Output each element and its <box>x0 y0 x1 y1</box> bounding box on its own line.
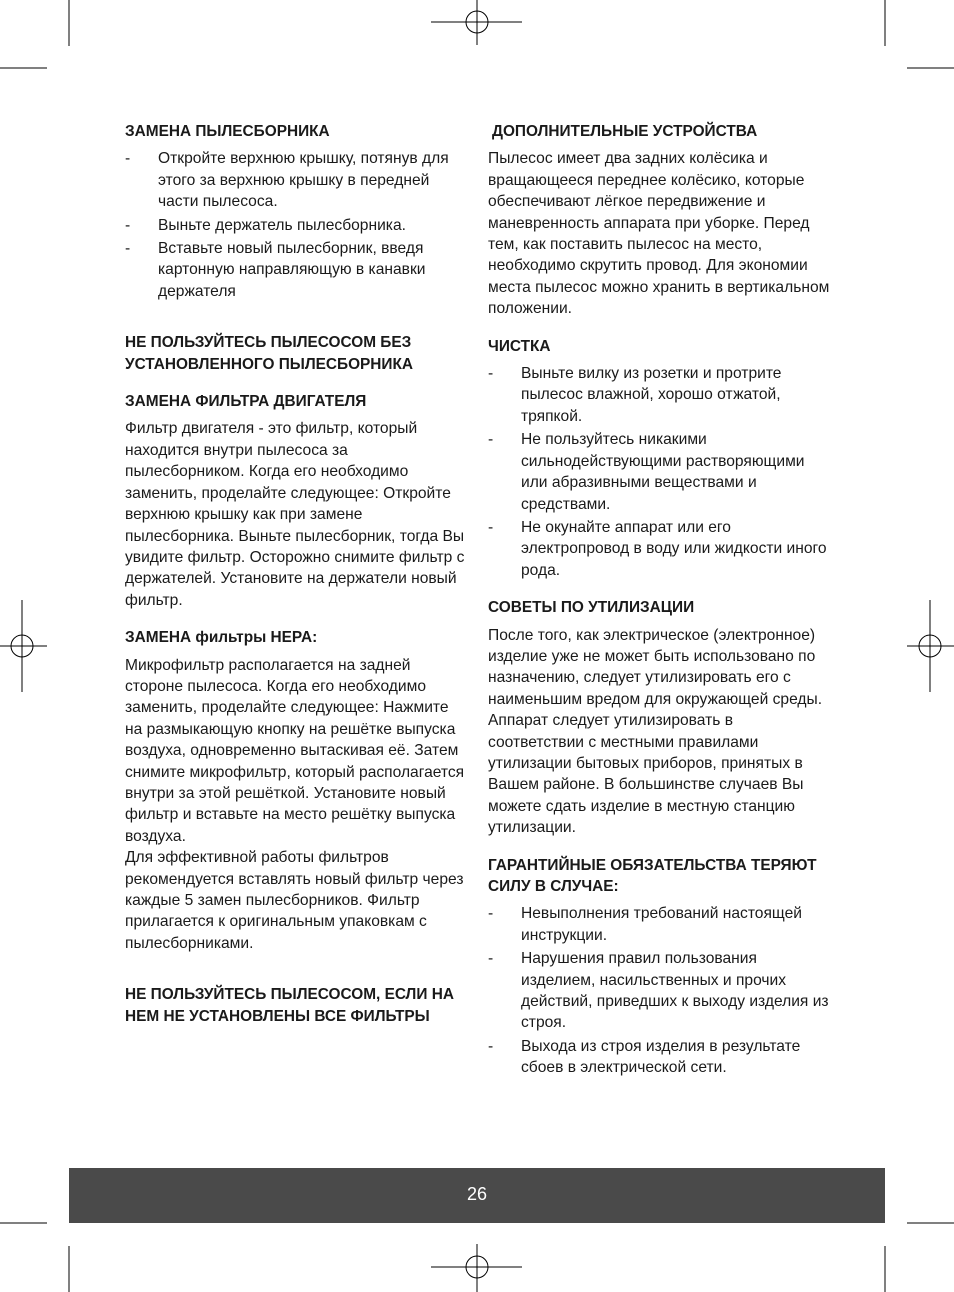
dash-bullet: - <box>125 150 131 168</box>
list-item <box>488 948 833 1034</box>
heading-hepa-filter: ЗАМЕНА фильтры HEPA: <box>125 629 318 647</box>
list-item <box>125 148 470 212</box>
page-number: 26 <box>466 1184 488 1204</box>
hepa-filter-recommendation: Для эффективной работы фильтров рекомендуется вставлять новый фильтр через каждые 5 замен пылесборников. Фильтр прилагается к оригинальным упаковкам с пылесборниками. <box>125 849 464 952</box>
registration-mark-top <box>431 0 522 45</box>
motor-filter-text: Фильтр двигателя - это фильтр, который находится внутри пылесоса за пылесборником. Когда его необходимо заменить, проделайте следующее: Откройте верхнюю крышку как при замене пылесборника. Выньте пылесборник, тогда Вы увидите фильтр. Осторожно снимите фильтр с держателей. Установите на держатели новый фильтр. <box>125 420 465 609</box>
dash-bullet: - <box>488 518 494 536</box>
list-item-text: Нарушения правил пользования изделием, насильственных и прочих действий, приведших к выходу изделия из строя. <box>521 950 829 1032</box>
heading-disposal: СОВЕТЫ ПО УТИЛИЗАЦИИ <box>488 599 695 617</box>
registration-mark-bottom <box>431 1244 522 1292</box>
hepa-filter-text: Микрофильтр располагается на задней стороне пылесоса. Когда его необходимо заменить, проделайте следующее: Нажмите на размыкающую кнопку на решётке выпуска воздуха, одновременно вытаскивая её. Затем снимите микрофильтр, который располагается внутри за этой решёткой. Установите новый фильтр и вставьте на место решётку выпуска воздуха. <box>125 656 465 845</box>
list-item <box>125 215 470 236</box>
dash-bullet: - <box>488 431 494 449</box>
list-item-text: Не окунайте аппарат или его электропровод в воду или жидкости иного рода. <box>521 518 827 579</box>
list-item-text: Выньте держатель пылесборника. <box>158 216 406 234</box>
registration-mark-left <box>0 600 47 692</box>
registration-mark-right <box>907 600 954 692</box>
list-item-text: Откройте верхнюю крышку, потянув для этого за верхнюю крышку в передней части пылесоса. <box>158 150 449 211</box>
dash-bullet: - <box>488 365 494 383</box>
dash-bullet: - <box>488 1037 494 1055</box>
cleaning-list <box>488 363 833 581</box>
list-item <box>488 903 833 946</box>
page-footer <box>69 1168 885 1223</box>
list-item <box>488 1036 833 1079</box>
right-column <box>488 121 833 1081</box>
left-column <box>125 121 470 1033</box>
list-item <box>488 517 833 581</box>
heading-cleaning: ЧИСТКА <box>488 337 551 355</box>
list-item-text: Вставьте новый пылесборник, введя картонную направляющую в канавки держателя <box>158 240 426 300</box>
list-item-text: Невыполнения требований настоящей инструкции. <box>521 905 802 944</box>
list-item-text: Выньте вилку из розетки и протрите пылесос влажной, хорошо отжатой, тряпкой. <box>521 365 782 425</box>
warning-no-filters: НЕ ПОЛЬЗУЙТЕСЬ ПЫЛЕСОСОМ, ЕСЛИ НА НЕМ НЕ УСТАНОВЛЕНЫ ВСЕ ФИЛЬТРЫ <box>125 986 454 1025</box>
warranty-void-list <box>488 903 833 1078</box>
heading-dustbag-replacement: ЗАМЕНА ПЫЛЕСБОРНИКА <box>125 123 330 140</box>
list-item <box>488 363 833 427</box>
warning-no-dustbag: НЕ ПОЛЬЗУЙТЕСЬ ПЫЛЕСОСОМ БЕЗ УСТАНОВЛЕННОГО ПЫЛЕСБОРНИКА <box>125 334 413 373</box>
dash-bullet: - <box>125 240 131 258</box>
accessories-text: Пылесос имеет два задних колёсика и вращающееся переднее колёсико, которые обеспечивают лёгкое передвижение и маневренность аппарата при уборке. Перед тем, как поставить пылесос на место, необходимо скрутить провод. Для экономии места пылесос можно хранить в вертикальном положении. <box>488 150 830 318</box>
list-item <box>488 429 833 515</box>
dustbag-steps-list <box>125 148 470 302</box>
disposal-text: После того, как электрическое (электронное) изделие уже не может быть использовано по назначению, следует утилизировать его с наименьшим вредом для окружающей среды. Аппарат следует утилизировать в соответствии с местными правилами утилизации бытовых приборов, принятых в Вашем районе. В большинстве случаев Вы можете сдать изделие в местную станцию утилизации. <box>488 626 823 837</box>
dash-bullet: - <box>488 950 494 968</box>
dash-bullet: - <box>125 216 131 234</box>
heading-accessories: ДОПОЛНИТЕЛЬНЫЕ УСТРОЙСТВА <box>492 123 758 140</box>
list-item-text: Не пользуйтесь никакими сильнодействующими растворяющими или абразивными веществами и средствами. <box>521 431 805 513</box>
heading-warranty-void: ГАРАНТИЙНЫЕ ОБЯЗАТЕЛЬСТВА ТЕРЯЮТ СИЛУ В СЛУЧАЕ: <box>488 856 817 895</box>
list-item-text: Выхода из строя изделия в результате сбоев в электрической сети. <box>521 1037 801 1077</box>
dash-bullet: - <box>488 905 494 923</box>
list-item <box>125 238 470 302</box>
heading-motor-filter: ЗАМЕНА ФИЛЬТРА ДВИГАТЕЛЯ <box>125 393 367 411</box>
